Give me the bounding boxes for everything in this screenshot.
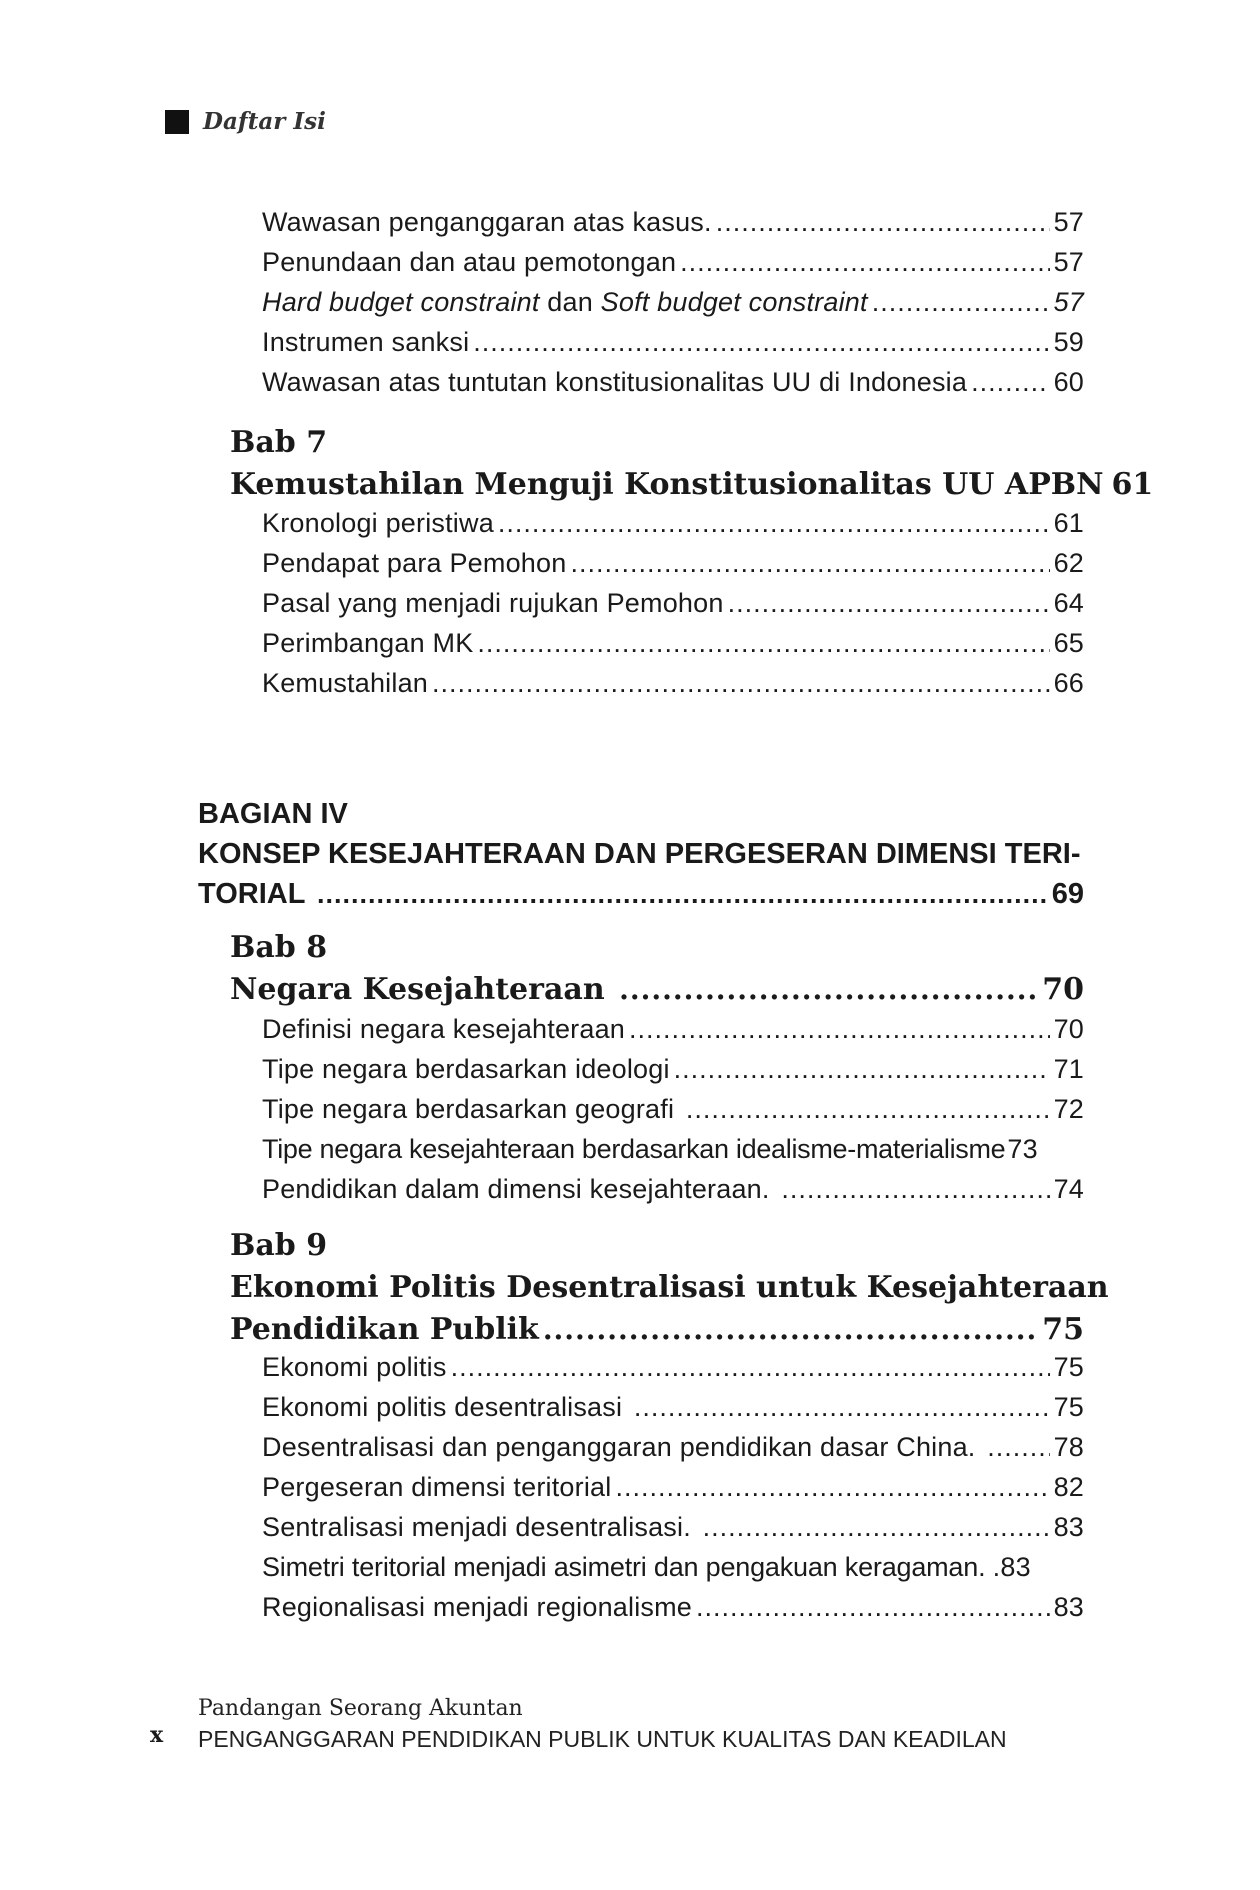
toc-entry-label: Sentralisasi menjadi desentralisasi.	[262, 1512, 699, 1542]
toc-entry-page: 82	[1053, 1472, 1084, 1502]
toc-entry-label: Wawasan atas tuntutan konstitusionalitas UU di Indonesia	[262, 367, 968, 397]
toc-entry-page: 70	[1053, 1014, 1084, 1044]
leader-dots	[432, 668, 1050, 699]
header-square-mark	[165, 110, 189, 134]
toc-entry-page: 71	[1053, 1054, 1084, 1084]
toc-entry[interactable]	[262, 367, 1084, 398]
part-title-line2: TORIAL	[198, 878, 313, 910]
toc-entry[interactable]	[262, 1094, 1084, 1125]
leader-dots	[696, 1592, 1050, 1623]
leader-dots	[728, 588, 1050, 619]
leader-dots	[477, 628, 1049, 659]
toc-entry-label: Perimbangan MK	[262, 628, 474, 658]
toc-entry[interactable]	[262, 1174, 1084, 1205]
toc-entry-label: Kemustahilan	[262, 668, 428, 698]
part-page: 69	[1051, 878, 1084, 910]
part-title-entry[interactable]	[198, 878, 1084, 911]
leader-dots	[451, 1352, 1050, 1383]
toc-entry[interactable]	[262, 1512, 1084, 1543]
chapter-page: 61	[1111, 467, 1154, 502]
toc-entry[interactable]	[262, 327, 1084, 358]
toc-entry-label: Pasal yang menjadi rujukan Pemohon	[262, 588, 724, 618]
leader-dots: .	[992, 1552, 1001, 1582]
toc-entry[interactable]	[262, 1014, 1084, 1045]
leader-dots	[703, 1512, 1050, 1543]
toc-entry[interactable]	[262, 588, 1084, 619]
toc-entry[interactable]	[262, 1472, 1084, 1503]
toc-entry-page: 74	[1053, 1174, 1084, 1204]
toc-entry-page: 78	[1053, 1432, 1084, 1462]
toc-entry-page: 57	[1053, 247, 1084, 277]
toc-entry[interactable]	[262, 1432, 1084, 1463]
chapter-page: 75	[1042, 1312, 1084, 1347]
toc-entry-label: Pendidikan dalam dimensi kesejahteraan.	[262, 1174, 778, 1204]
leader-dots	[634, 1392, 1050, 1423]
footer-book-title: PENGANGGARAN PENDIDIKAN PUBLIK UNTUK KUALITAS DAN KEADILAN	[198, 1726, 1007, 1752]
chapter-title: Negara Kesejahteraan	[230, 972, 616, 1007]
toc-entry-label: Kronologi peristiwa	[262, 508, 494, 538]
leader-dots	[716, 207, 1050, 238]
chapter-title: Kemustahilan Menguji Konstitusionalitas UU APBN	[230, 467, 1104, 502]
toc-entry-page: 57	[1053, 287, 1084, 317]
part-label: BAGIAN IV	[198, 798, 348, 830]
toc-entry-page: 61	[1053, 508, 1084, 538]
toc-entry-page: 83	[1000, 1552, 1031, 1582]
leader-dots	[615, 1472, 1049, 1503]
toc-entry-label: Pendapat para Pemohon	[262, 548, 567, 578]
leader-dots	[498, 508, 1050, 539]
toc-entry[interactable]	[262, 1352, 1084, 1383]
toc-entry[interactable]	[262, 1592, 1084, 1623]
toc-entry[interactable]	[262, 628, 1084, 659]
toc-entry-page: 59	[1053, 327, 1084, 357]
toc-entry[interactable]	[262, 1392, 1084, 1423]
leader-dots	[317, 879, 1048, 910]
toc-entry[interactable]	[262, 1134, 1084, 1165]
toc-entry[interactable]	[262, 247, 1084, 278]
leader-dots	[781, 1174, 1049, 1205]
toc-entry-label-conjunction: dan	[539, 287, 601, 317]
toc-entry-page: 66	[1053, 668, 1084, 698]
page-number: x	[150, 1722, 164, 1748]
chapter-label: Bab 7	[230, 425, 328, 460]
toc-entry-label-italic: Hard budget constraint	[262, 287, 540, 317]
toc-entry[interactable]	[262, 287, 1084, 318]
toc-entry-page: 83	[1053, 1512, 1084, 1542]
toc-entry[interactable]	[262, 508, 1084, 539]
footer-book-subtitle: Pandangan Seorang Akuntan	[198, 1696, 523, 1721]
chapter-title-line2: Pendidikan Publik	[230, 1312, 539, 1347]
chapter-title-entry[interactable]	[230, 972, 1084, 1007]
toc-entry-page: 64	[1053, 588, 1084, 618]
toc-entry-label: Penundaan dan atau pemotongan	[262, 247, 677, 277]
toc-entry[interactable]	[262, 548, 1084, 579]
leader-dots	[629, 1014, 1050, 1045]
toc-entry-page: 60	[1053, 367, 1084, 397]
toc-entry-page: 75	[1053, 1352, 1084, 1382]
toc-entry-label: Ekonomi politis desentralisasi	[262, 1392, 630, 1422]
toc-entry-label: Pergeseran dimensi teritorial	[262, 1472, 612, 1502]
leader-dots	[686, 1094, 1050, 1125]
toc-entry-page: 83	[1053, 1592, 1084, 1622]
toc-entry[interactable]	[262, 207, 1084, 238]
toc-entry-page: 62	[1053, 548, 1084, 578]
toc-entry[interactable]	[262, 1552, 1084, 1583]
leader-dots	[680, 247, 1049, 278]
toc-entry-label: Regionalisasi menjadi regionalisme	[262, 1592, 693, 1622]
chapter-title-line1: Ekonomi Politis Desentralisasi untuk Kesejahteraan	[230, 1270, 1109, 1305]
chapter-page: 70	[1042, 972, 1084, 1007]
running-header	[165, 108, 326, 135]
toc-entry-label: Instrumen sanksi	[262, 327, 470, 357]
chapter-title-entry[interactable]	[230, 467, 1154, 502]
part-title-line1: KONSEP KESEJAHTERAAN DAN PERGESERAN DIMENSI TERI-	[198, 838, 1081, 870]
chapter-label: Bab 9	[230, 1228, 328, 1263]
leader-dots	[674, 1054, 1050, 1085]
toc-entry-label: Tipe negara berdasarkan ideologi	[262, 1054, 670, 1084]
toc-entry-page: 72	[1053, 1094, 1084, 1124]
toc-entry-label: Definisi negara kesejahteraan	[262, 1014, 626, 1044]
leader-dots	[872, 287, 1050, 318]
leader-dots	[570, 548, 1049, 579]
leader-dots	[619, 973, 1038, 1006]
toc-entry-label	[262, 287, 868, 318]
chapter-title-entry[interactable]	[230, 1312, 1084, 1347]
toc-entry-label: Wawasan penganggaran atas kasus.	[262, 207, 712, 237]
toc-entry-page: 73	[1007, 1134, 1038, 1164]
leader-dots	[987, 1432, 1049, 1463]
toc-entry-label: Desentralisasi dan penganggaran pendidikan dasar China.	[262, 1432, 984, 1462]
toc-entry-label: Simetri teritorial menjadi asimetri dan pengakuan keragaman.	[262, 1552, 993, 1582]
toc-entry-page: 65	[1053, 628, 1084, 658]
toc-entry[interactable]	[262, 668, 1084, 699]
toc-entry-label: Ekonomi politis	[262, 1352, 447, 1382]
leader-dots	[543, 1313, 1038, 1346]
leader-dots	[473, 327, 1049, 358]
header-title: Daftar Isi	[203, 108, 326, 135]
toc-entry-page: 75	[1053, 1392, 1084, 1422]
leader-dots	[971, 367, 1049, 398]
toc-entry[interactable]	[262, 1054, 1084, 1085]
toc-entry-label-italic: Soft budget constraint	[600, 287, 868, 317]
chapter-label: Bab 8	[230, 930, 328, 965]
toc-entry-page: 57	[1053, 207, 1084, 237]
toc-entry-label: Tipe negara berdasarkan geografi	[262, 1094, 682, 1124]
toc-entry-label: Tipe negara kesejahteraan berdasarkan idealisme-materialisme	[262, 1134, 1006, 1164]
